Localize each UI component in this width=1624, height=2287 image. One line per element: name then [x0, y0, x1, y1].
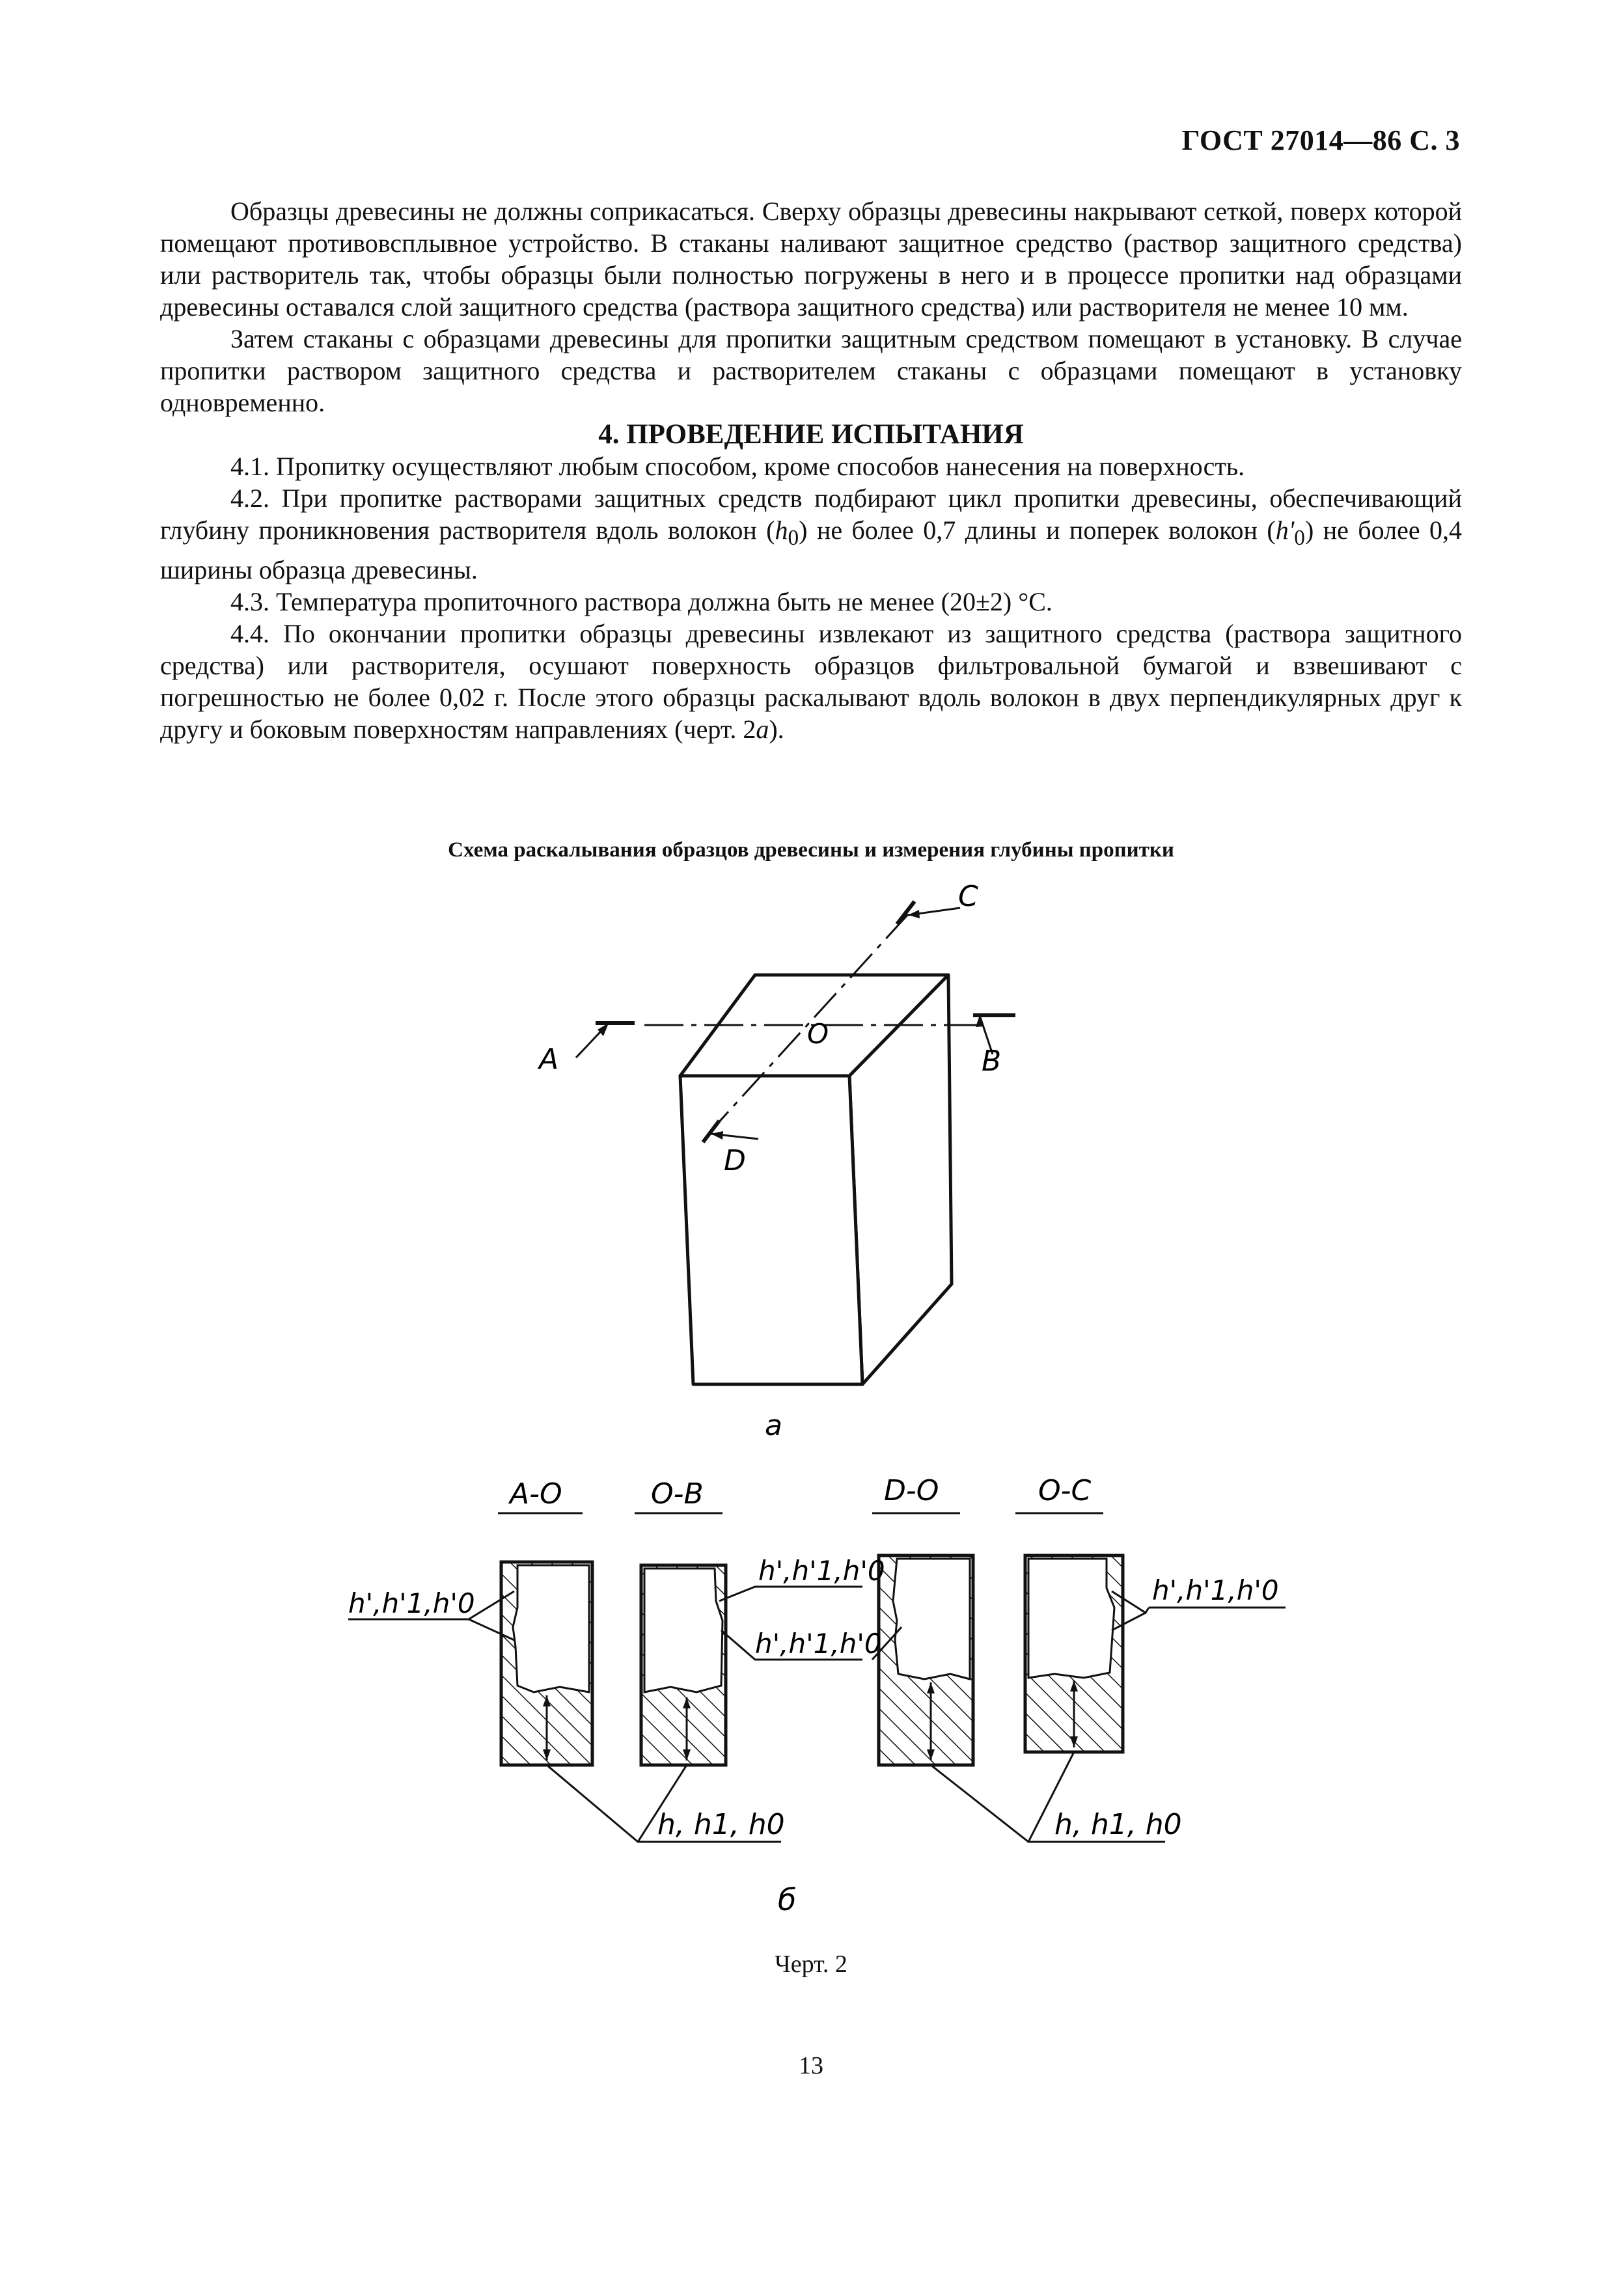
paragraph-samples: Образцы древесины не должны соприкасаться. Сверху образцы древесины накрывают сеткой, поверх которой помещают противовсплывное устройство. В стаканы наливают защитное средство (раствор защитного средства) или растворитель так, чтобы образцы были полностью погружены в него и в процессе пропитки над образцами древесины оставался слой защитного средства (раствора защитного средства) или растворителя не менее 10 мм. [160, 197, 1462, 322]
section-O-B [641, 1565, 726, 1765]
paragraph-4-1: 4.1. Пропитку осуществляют любым способом, кроме способов нанесения на поверхность. [230, 452, 1245, 481]
label-h-left: h, h1, h0 [657, 1808, 785, 1841]
p44-italic: а [756, 715, 769, 744]
label-h-prime-mid-bottom: h',h'1,h'0 [755, 1628, 882, 1660]
p44-part-a: 4.4. По окончании пропитки образцы древесины извлекают из защитного средства (раствора защитного средства) или растворителя, осушают поверхность образцов фильтровальной бумагой и взвешивают с погрешностью не более 0,02 г. После этого образцы раскалывают вдоль волокон в двух перпендикулярных друг к другу и боковым поверхностям направлениях (черт. 2 [160, 619, 1462, 744]
p42-h-prime: h' [1275, 515, 1295, 545]
paragraph-beakers: Затем стаканы с образцами древесины для пропитки защитным средством помещают в установку. В случае пропитки раствором защитного средства и растворителем стаканы с образцами помещают в установку одновременно. [160, 324, 1462, 417]
section-O-C [1025, 1555, 1123, 1752]
label-h-prime-left: h',h'1,h'0 [348, 1587, 475, 1619]
label-C: C [958, 880, 978, 913]
paragraph-4-3: 4.3. Температура пропиточного раствора должна быть не менее (20±2) °С. [230, 587, 1053, 616]
section-mark-C [897, 901, 960, 924]
label-h-prime-mid-top: h',h'1,h'0 [758, 1555, 885, 1587]
page-number: 13 [799, 2052, 823, 2079]
heading-O-B: O-B [651, 1477, 704, 1511]
label-B: B [982, 1045, 1002, 1078]
section-D-O [879, 1555, 973, 1765]
figure-number: Черт. 2 [775, 1951, 847, 1978]
label-A: A [539, 1043, 559, 1076]
page-header: ГОСТ 27014—86 С. 3 [1181, 124, 1460, 156]
heading-D-O: D-O [884, 1474, 939, 1507]
heading-A-O: A-O [510, 1477, 562, 1511]
p42-sub2: 0 [1294, 526, 1305, 550]
label-h-prime-right: h',h'1,h'0 [1152, 1574, 1279, 1606]
figure-caption: Схема раскалывания образцов древесины и измерения глубины пропитки [448, 838, 1174, 862]
label-subfig-a: a [765, 1409, 782, 1442]
p42-h: h [775, 515, 788, 545]
p42-part-b: ) не более 0,7 длины и поперек волокон ( [799, 515, 1276, 545]
p42-part-c: ) не более 0,4 ширины образца древесины. [160, 515, 1463, 584]
label-O: O [807, 1018, 829, 1050]
p42-part-a: 4.2. При пропитке растворами защитных средств подбирают цикл пропитки древесины, обеспечивающий глубину проникновения растворителя вдоль волокон ( [160, 484, 1462, 545]
leader-lines [348, 1587, 1286, 1842]
label-subfig-b: б [778, 1882, 797, 1917]
section-A-O [501, 1562, 592, 1765]
label-D: D [724, 1144, 746, 1177]
section-title: 4. ПРОВЕДЕНИЕ ИСПЫТАНИЯ [598, 419, 1024, 450]
p44-part-b: ). [769, 715, 784, 744]
heading-O-C: O-C [1038, 1474, 1092, 1507]
p42-sub: 0 [788, 526, 799, 550]
label-h-right: h, h1, h0 [1054, 1808, 1182, 1841]
